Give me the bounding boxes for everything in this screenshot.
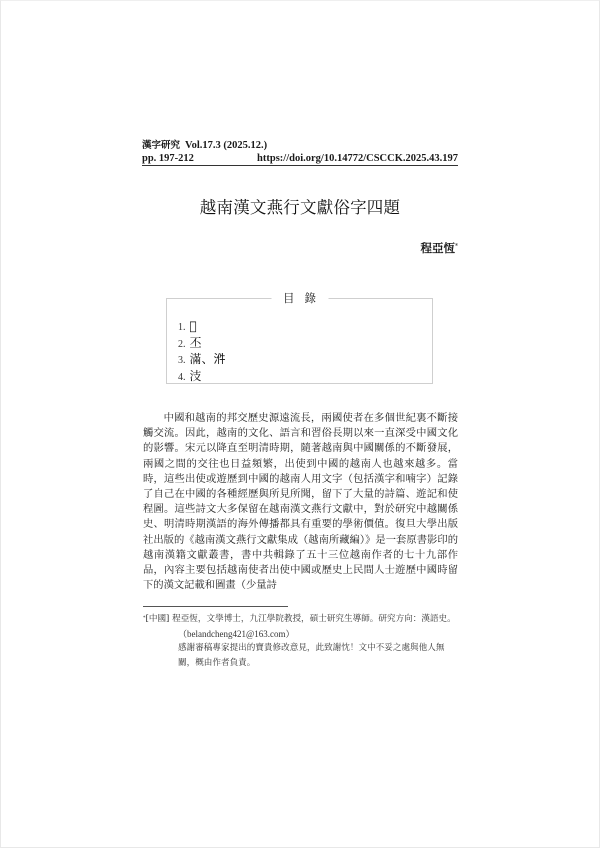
toc-item[interactable] bbox=[178, 369, 226, 386]
journal-volume: Vol.17.3 (2025.12.) bbox=[185, 140, 268, 151]
toc-item-label: 𠂭 bbox=[189, 319, 197, 333]
author-email[interactable]: （belandcheng421@163.com） bbox=[178, 628, 295, 639]
doi-link[interactable]: https://doi.org/10.14772/CSCCK.2025.43.197 bbox=[257, 153, 458, 164]
footnote bbox=[143, 612, 459, 670]
toc-heading-char: 錄 bbox=[304, 291, 316, 305]
toc-item-label: 汥 bbox=[189, 368, 202, 383]
toc-item[interactable] bbox=[178, 336, 226, 353]
body-paragraph: 中國和越南的邦交歷史源遠流長，兩國使者在多個世紀裏不斷接觸交流。因此，越南的文化、語言和習俗長期以來一直深受中國文化的影響。宋元以降直至明清時期，隨著越南與中國關係的不斷發展，兩國之間的交往也日益頻繁，出使到中國的越南人也越來越多。當時，這些出使或遊歷到中國的越南人用文字（包括漢字和喃字）記錄了自己在中國的各種經歷與所見所聞，留下了大量的詩篇、遊記和使程圖。這些詩文大多保留在越南漢文燕行文獻中，對於研究中越關係史、明清時期漢語的海外傳播都具有重要的學術價值。復旦大學出版社出版的《越南漢文燕行文獻集成（越南所藏編）》是一套原書影印的越南漢籍文獻叢書，書中共輯錄了五十三位越南作者的七十九部作品，內容主要包括越南使者出使中國或歷史上民間人士遊歷中國時留下的漢文記載和圖畫（少量詩 bbox=[143, 412, 458, 592]
toc-heading bbox=[271, 290, 328, 306]
toc-item[interactable] bbox=[178, 319, 226, 336]
footnote-rule bbox=[143, 606, 288, 607]
footnote-acknowledgement: 感謝審稿專家提出的寶貴修改意見，此致謝忱！文中不妥之處與他人無關，概由作者負責。 bbox=[178, 643, 445, 668]
body-text bbox=[143, 411, 458, 593]
toc-heading-char: 目 bbox=[283, 291, 305, 305]
toc-item-number: 4. bbox=[178, 371, 186, 383]
toc-item[interactable] bbox=[178, 352, 226, 369]
toc-item-label: 丕 bbox=[189, 335, 202, 350]
toc-item-number: 3. bbox=[178, 355, 186, 366]
author-name bbox=[421, 241, 459, 255]
journal-name: 漢字研究 bbox=[142, 140, 181, 151]
toc-list bbox=[178, 319, 226, 385]
article-title: 越南漢文燕行文獻俗字四題 bbox=[199, 198, 401, 217]
table-of-contents bbox=[166, 291, 433, 384]
journal-info bbox=[142, 139, 458, 152]
toc-item-number: 1. bbox=[178, 322, 186, 333]
header-rule-row bbox=[142, 152, 458, 166]
footnote-author-text: [中國] 程亞恆，文學博士，九江學院教授，碩士研究生導師。研究方向：漢語史。 bbox=[145, 614, 456, 624]
toc-item-label: 滿、𣴓 bbox=[189, 352, 226, 366]
footnote-mark: * bbox=[143, 615, 146, 621]
author-footnote-mark[interactable]: * bbox=[455, 243, 458, 250]
running-header bbox=[142, 139, 458, 166]
author-name-text: 程亞恆 bbox=[420, 241, 455, 255]
page-range: pp. 197-212 bbox=[142, 153, 194, 164]
footnote-author-info bbox=[143, 612, 459, 627]
toc-item-number: 2. bbox=[178, 338, 186, 350]
